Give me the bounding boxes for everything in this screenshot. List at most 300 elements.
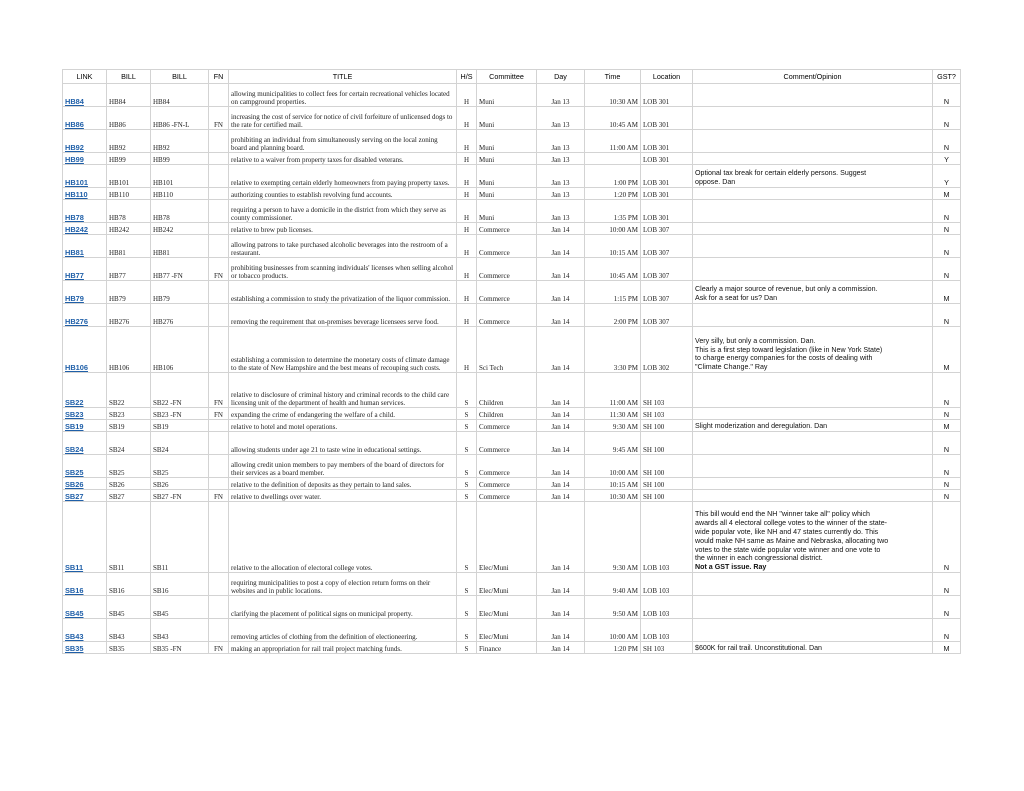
bill-link[interactable]: HB106 — [65, 363, 89, 372]
committee: Elec/Muni — [477, 596, 537, 619]
column-header-bill-fn: BILL — [151, 70, 209, 84]
comment-opinion — [693, 84, 933, 107]
bill-link[interactable]: SB23 — [65, 410, 84, 419]
bill-title: allowing students under age 21 to taste wine in educational settings. — [229, 432, 457, 455]
bill-link-cell — [63, 373, 107, 408]
table-row — [63, 107, 961, 130]
hearing-location: LOB 103 — [641, 502, 693, 573]
table-row — [63, 573, 961, 596]
bill-number: SB25 — [107, 455, 151, 478]
comment-opinion — [693, 455, 933, 478]
table-row — [63, 200, 961, 223]
fn-flag — [209, 420, 229, 432]
bill-link-cell — [63, 573, 107, 596]
house-senate: H — [457, 258, 477, 281]
gst-flag: M — [933, 642, 961, 654]
bill-link[interactable]: SB22 — [65, 398, 84, 407]
bill-title: allowing patrons to take purchased alcoholic beverages into the restroom of a restaurant. — [229, 235, 457, 258]
bill-title: prohibiting businesses from scanning individuals' licenses when selling alcohol or tobacco products. — [229, 258, 457, 281]
bill-link[interactable]: SB35 — [65, 644, 84, 653]
gst-flag: N — [933, 408, 961, 420]
comment-text: Very silly, but only a commission. Dan. This is a first step toward legislation (like in New York State) to charge energy companies for the costs of dealing with "Climate Change." Ray — [695, 336, 883, 372]
comment-text: Clearly a major source of revenue, but only a commission. Ask for a seat for us? Dan — [695, 285, 878, 303]
bill-title: expanding the crime of endangering the welfare of a child. — [229, 408, 457, 420]
hearing-time: 11:30 AM — [585, 408, 641, 420]
comment-opinion — [693, 642, 933, 654]
bill-title: authorizing counties to establish revolving fund accounts. — [229, 188, 457, 200]
bill-number: HB86 — [107, 107, 151, 130]
bill-link-cell — [63, 327, 107, 373]
house-senate: H — [457, 130, 477, 153]
table-row — [63, 408, 961, 420]
hearing-day: Jan 14 — [537, 235, 585, 258]
house-senate: H — [457, 165, 477, 188]
column-header-bill: BILL — [107, 70, 151, 84]
hearing-day: Jan 14 — [537, 281, 585, 304]
hearing-day: Jan 14 — [537, 223, 585, 235]
hearing-location: LOB 301 — [641, 153, 693, 165]
bill-title: relative to hotel and motel operations. — [229, 420, 457, 432]
committee: Commerce — [477, 432, 537, 455]
hearing-day: Jan 14 — [537, 642, 585, 654]
hearing-time: 9:45 AM — [585, 432, 641, 455]
bill-number: HB78 — [107, 200, 151, 223]
bill-link[interactable]: HB242 — [65, 225, 89, 234]
hearing-location: SH 100 — [641, 420, 693, 432]
committee: Sci Tech — [477, 327, 537, 373]
committee: Commerce — [477, 281, 537, 304]
gst-flag: M — [933, 281, 961, 304]
bill-number: HB81 — [107, 235, 151, 258]
hearing-location: LOB 103 — [641, 619, 693, 642]
hearing-location: LOB 307 — [641, 223, 693, 235]
comment-text: This bill would end the NH "winner take all" policy which awards all 4 electoral college votes to the winner of the state- wide popular vote, like NH and 47 states currently do. This would make NH same as Maine and Nebraska, allocating two votes to the state wide popular vote winner and one vote to the winner in each congressional district. — [695, 510, 889, 563]
gst-flag: N — [933, 258, 961, 281]
bill-fn-number: HB99 — [151, 153, 209, 165]
hearing-time: 10:30 AM — [585, 490, 641, 502]
hearing-day: Jan 14 — [537, 619, 585, 642]
gst-flag: N — [933, 432, 961, 455]
bill-fn-number: HB106 — [151, 327, 209, 373]
bill-fn-number: SB45 — [151, 596, 209, 619]
hearing-location: LOB 301 — [641, 200, 693, 223]
bill-fn-number: SB22 -FN — [151, 373, 209, 408]
fn-flag — [209, 327, 229, 373]
fn-flag — [209, 455, 229, 478]
column-header-gst: GST? — [933, 70, 961, 84]
comment-opinion — [693, 573, 933, 596]
fn-flag — [209, 432, 229, 455]
comment-opinion — [693, 327, 933, 373]
table-row — [63, 258, 961, 281]
bill-link-cell — [63, 596, 107, 619]
hearing-time: 1:00 PM — [585, 165, 641, 188]
hearing-day: Jan 14 — [537, 502, 585, 573]
bill-number: HB276 — [107, 304, 151, 327]
hearing-time: 11:00 AM — [585, 130, 641, 153]
bill-link[interactable]: SB19 — [65, 422, 84, 431]
bill-fn-number: SB26 — [151, 478, 209, 490]
bill-link[interactable]: HB84 — [65, 97, 84, 106]
bill-title: relative to dwellings over water. — [229, 490, 457, 502]
column-header-link: LINK — [63, 70, 107, 84]
table-row — [63, 165, 961, 188]
bill-link-cell — [63, 84, 107, 107]
hearing-time: 10:45 AM — [585, 258, 641, 281]
bill-fn-number: SB11 — [151, 502, 209, 573]
comment-opinion — [693, 258, 933, 281]
bill-link[interactable]: HB77 — [65, 271, 84, 280]
bill-link[interactable]: SB43 — [65, 632, 84, 641]
fn-flag — [209, 478, 229, 490]
committee: Commerce — [477, 258, 537, 281]
bill-number: SB27 — [107, 490, 151, 502]
gst-flag: N — [933, 84, 961, 107]
table-row — [63, 153, 961, 165]
fn-flag: FN — [209, 107, 229, 130]
table-row — [63, 130, 961, 153]
gst-flag: N — [933, 490, 961, 502]
house-senate: H — [457, 327, 477, 373]
fn-flag: FN — [209, 408, 229, 420]
table-row — [63, 84, 961, 107]
bill-title: relative to exempting certain elderly homeowners from paying property taxes. — [229, 165, 457, 188]
hearing-time: 10:15 AM — [585, 235, 641, 258]
bill-link[interactable]: HB101 — [65, 178, 89, 187]
bill-number: HB110 — [107, 188, 151, 200]
bill-link[interactable]: SB26 — [65, 480, 84, 489]
hearing-time: 10:00 AM — [585, 619, 641, 642]
committee: Children — [477, 408, 537, 420]
bill-title: requiring a person to have a domicile in the district from which they serve as county commissioner. — [229, 200, 457, 223]
bill-link[interactable]: HB86 — [65, 120, 84, 129]
table-row — [63, 619, 961, 642]
gst-flag: N — [933, 223, 961, 235]
hearing-day: Jan 13 — [537, 107, 585, 130]
hearing-location: SH 100 — [641, 490, 693, 502]
bill-link[interactable]: SB45 — [65, 609, 84, 618]
comment-text: Slight moderization and deregulation. Dan — [695, 422, 828, 431]
fn-flag — [209, 596, 229, 619]
hearing-location: LOB 307 — [641, 304, 693, 327]
bill-link-cell — [63, 165, 107, 188]
bill-fn-number: SB25 — [151, 455, 209, 478]
bill-fn-number: SB23 -FN — [151, 408, 209, 420]
table-row — [63, 478, 961, 490]
fn-flag: FN — [209, 490, 229, 502]
fn-flag — [209, 223, 229, 235]
hearing-location: SH 100 — [641, 455, 693, 478]
bill-number: HB99 — [107, 153, 151, 165]
comment-bold-text: Not a GST issue. Ray — [695, 563, 767, 572]
bill-fn-number: HB101 — [151, 165, 209, 188]
comment-opinion — [693, 107, 933, 130]
committee: Commerce — [477, 478, 537, 490]
house-senate: S — [457, 596, 477, 619]
bill-link[interactable]: HB99 — [65, 155, 84, 164]
hearing-time — [585, 153, 641, 165]
house-senate: S — [457, 455, 477, 478]
gst-flag: M — [933, 420, 961, 432]
gst-flag: N — [933, 107, 961, 130]
hearing-day: Jan 14 — [537, 478, 585, 490]
house-senate: H — [457, 153, 477, 165]
committee: Commerce — [477, 490, 537, 502]
hearing-time: 11:00 AM — [585, 373, 641, 408]
bill-fn-number: HB276 — [151, 304, 209, 327]
comment-opinion — [693, 200, 933, 223]
committee: Muni — [477, 153, 537, 165]
comment-text: Optional tax break for certain elderly persons. Suggest oppose. Dan — [695, 169, 867, 187]
bill-number: HB106 — [107, 327, 151, 373]
bill-title: relative to the allocation of electoral college votes. — [229, 502, 457, 573]
gst-flag: N — [933, 619, 961, 642]
bill-fn-number: SB16 — [151, 573, 209, 596]
bill-fn-number: HB242 — [151, 223, 209, 235]
fn-flag: FN — [209, 258, 229, 281]
hearing-location: LOB 307 — [641, 235, 693, 258]
committee: Elec/Muni — [477, 502, 537, 573]
house-senate: H — [457, 281, 477, 304]
bill-number: SB16 — [107, 573, 151, 596]
comment-opinion — [693, 490, 933, 502]
table-body — [63, 84, 961, 654]
gst-flag: Y — [933, 165, 961, 188]
hearing-time: 1:15 PM — [585, 281, 641, 304]
house-senate: S — [457, 373, 477, 408]
hearing-location: LOB 301 — [641, 188, 693, 200]
fn-flag: FN — [209, 642, 229, 654]
bill-number: HB84 — [107, 84, 151, 107]
hearing-location: LOB 301 — [641, 84, 693, 107]
house-senate: S — [457, 502, 477, 573]
bill-link-cell — [63, 304, 107, 327]
bill-title: removing the requirement that on-premises beverage licensees serve food. — [229, 304, 457, 327]
bill-link-cell — [63, 235, 107, 258]
bill-link-cell — [63, 153, 107, 165]
bill-fn-number: HB86 -FN-L — [151, 107, 209, 130]
house-senate: S — [457, 573, 477, 596]
committee: Commerce — [477, 304, 537, 327]
fn-flag — [209, 304, 229, 327]
table-row — [63, 420, 961, 432]
bill-link-cell — [63, 258, 107, 281]
house-senate: S — [457, 642, 477, 654]
bill-link-cell — [63, 420, 107, 432]
table-row — [63, 373, 961, 408]
hearing-time: 1:35 PM — [585, 200, 641, 223]
house-senate: S — [457, 420, 477, 432]
committee: Finance — [477, 642, 537, 654]
bill-hearing-table — [62, 69, 961, 654]
bill-number: SB24 — [107, 432, 151, 455]
column-header-house-senate: H/S — [457, 70, 477, 84]
committee: Muni — [477, 188, 537, 200]
bill-link[interactable]: SB27 — [65, 492, 84, 501]
hearing-time: 9:50 AM — [585, 596, 641, 619]
bill-number: HB92 — [107, 130, 151, 153]
bill-link-cell — [63, 281, 107, 304]
bill-title: relative to the definition of deposits as they pertain to land sales. — [229, 478, 457, 490]
house-senate: H — [457, 84, 477, 107]
hearing-location: LOB 302 — [641, 327, 693, 373]
comment-opinion — [693, 188, 933, 200]
bill-link[interactable]: SB24 — [65, 445, 84, 454]
gst-flag: N — [933, 130, 961, 153]
hearing-day: Jan 13 — [537, 165, 585, 188]
hearing-location: LOB 301 — [641, 130, 693, 153]
gst-flag: N — [933, 235, 961, 258]
comment-opinion — [693, 281, 933, 304]
hearing-location: SH 103 — [641, 408, 693, 420]
bill-link[interactable]: SB11 — [65, 563, 84, 572]
bill-number: SB45 — [107, 596, 151, 619]
committee: Children — [477, 373, 537, 408]
bill-fn-number: HB92 — [151, 130, 209, 153]
bill-title: making an appropriation for rail trail project matching funds. — [229, 642, 457, 654]
committee: Muni — [477, 107, 537, 130]
bill-link-cell — [63, 223, 107, 235]
house-senate: H — [457, 107, 477, 130]
fn-flag — [209, 235, 229, 258]
hearing-day: Jan 14 — [537, 490, 585, 502]
bill-number: HB101 — [107, 165, 151, 188]
header-row — [63, 70, 961, 84]
table-row — [63, 188, 961, 200]
hearing-time: 10:15 AM — [585, 478, 641, 490]
house-senate: S — [457, 432, 477, 455]
committee: Commerce — [477, 420, 537, 432]
hearing-day: Jan 14 — [537, 420, 585, 432]
bill-link-cell — [63, 130, 107, 153]
comment-opinion — [693, 223, 933, 235]
bill-fn-number: SB24 — [151, 432, 209, 455]
bill-link[interactable]: HB276 — [65, 317, 89, 326]
bill-title: removing articles of clothing from the definition of electioneering. — [229, 619, 457, 642]
bill-link-cell — [63, 455, 107, 478]
committee: Elec/Muni — [477, 573, 537, 596]
gst-flag: N — [933, 596, 961, 619]
house-senate: H — [457, 200, 477, 223]
house-senate: S — [457, 478, 477, 490]
comment-opinion — [693, 432, 933, 455]
bill-link[interactable]: HB78 — [65, 213, 84, 222]
column-header-location: Location — [641, 70, 693, 84]
bill-link[interactable]: HB92 — [65, 143, 84, 152]
bill-title: increasing the cost of service for notice of civil forfeiture of unlicensed dogs to the rate for certified mail. — [229, 107, 457, 130]
fn-flag — [209, 153, 229, 165]
bill-title: requiring municipalities to post a copy of election return forms on their websites and in public locations. — [229, 573, 457, 596]
bill-title: relative to a waiver from property taxes for disabled veterans. — [229, 153, 457, 165]
bill-title: relative to brew pub licenses. — [229, 223, 457, 235]
gst-flag: N — [933, 373, 961, 408]
table-row — [63, 235, 961, 258]
fn-flag: FN — [209, 373, 229, 408]
bill-title: allowing municipalities to collect fees for certain recreational vehicles located on campground properties. — [229, 84, 457, 107]
house-senate: H — [457, 235, 477, 258]
house-senate: H — [457, 223, 477, 235]
column-header-committee: Committee — [477, 70, 537, 84]
bill-link-cell — [63, 432, 107, 455]
bill-number: SB35 — [107, 642, 151, 654]
committee: Elec/Muni — [477, 619, 537, 642]
table-row — [63, 223, 961, 235]
hearing-time: 10:00 AM — [585, 455, 641, 478]
hearing-day: Jan 13 — [537, 188, 585, 200]
bill-link[interactable]: HB81 — [65, 248, 84, 257]
bill-fn-number: SB27 -FN — [151, 490, 209, 502]
comment-opinion — [693, 502, 933, 573]
column-header-fn: FN — [209, 70, 229, 84]
hearing-time: 9:30 AM — [585, 502, 641, 573]
bill-number: SB19 — [107, 420, 151, 432]
fn-flag — [209, 573, 229, 596]
comment-opinion — [693, 304, 933, 327]
hearing-location: LOB 301 — [641, 107, 693, 130]
gst-flag: N — [933, 573, 961, 596]
comment-opinion — [693, 373, 933, 408]
hearing-day: Jan 13 — [537, 84, 585, 107]
hearing-location: SH 100 — [641, 478, 693, 490]
bill-fn-number: SB43 — [151, 619, 209, 642]
bill-fn-number: SB35 -FN — [151, 642, 209, 654]
bill-link-cell — [63, 408, 107, 420]
table-row — [63, 327, 961, 373]
hearing-day: Jan 14 — [537, 408, 585, 420]
column-header-time: Time — [585, 70, 641, 84]
fn-flag — [209, 281, 229, 304]
bill-number: HB79 — [107, 281, 151, 304]
hearing-time: 3:30 PM — [585, 327, 641, 373]
fn-flag — [209, 188, 229, 200]
house-senate: H — [457, 188, 477, 200]
bill-fn-number: HB77 -FN — [151, 258, 209, 281]
bill-number: SB43 — [107, 619, 151, 642]
table-row — [63, 642, 961, 654]
committee: Muni — [477, 165, 537, 188]
comment-opinion — [693, 420, 933, 432]
bill-link[interactable]: SB16 — [65, 586, 84, 595]
bill-fn-number: HB78 — [151, 200, 209, 223]
hearing-day: Jan 14 — [537, 596, 585, 619]
bill-link-cell — [63, 188, 107, 200]
column-header-comment: Comment/Opinion — [693, 70, 933, 84]
bill-link-cell — [63, 200, 107, 223]
bill-link[interactable]: SB25 — [65, 468, 84, 477]
comment-opinion — [693, 478, 933, 490]
bill-link[interactable]: HB79 — [65, 294, 84, 303]
bill-number: SB11 — [107, 502, 151, 573]
hearing-time: 1:20 PM — [585, 188, 641, 200]
gst-flag: M — [933, 188, 961, 200]
hearing-day: Jan 14 — [537, 304, 585, 327]
hearing-time: 9:30 AM — [585, 420, 641, 432]
comment-text: $600K for rail trail. Unconstitutional. Dan — [695, 644, 822, 653]
bill-title: clarifying the placement of political signs on municipal property. — [229, 596, 457, 619]
bill-number: HB77 — [107, 258, 151, 281]
bill-link[interactable]: HB110 — [65, 190, 88, 199]
bill-number: HB242 — [107, 223, 151, 235]
column-header-day: Day — [537, 70, 585, 84]
bill-title: prohibiting an individual from simultaneously serving on the local zoning board and planning board. — [229, 130, 457, 153]
hearing-time: 9:40 AM — [585, 573, 641, 596]
table-row — [63, 596, 961, 619]
fn-flag — [209, 165, 229, 188]
fn-flag — [209, 200, 229, 223]
table-row — [63, 455, 961, 478]
committee: Commerce — [477, 223, 537, 235]
bill-fn-number: HB84 — [151, 84, 209, 107]
